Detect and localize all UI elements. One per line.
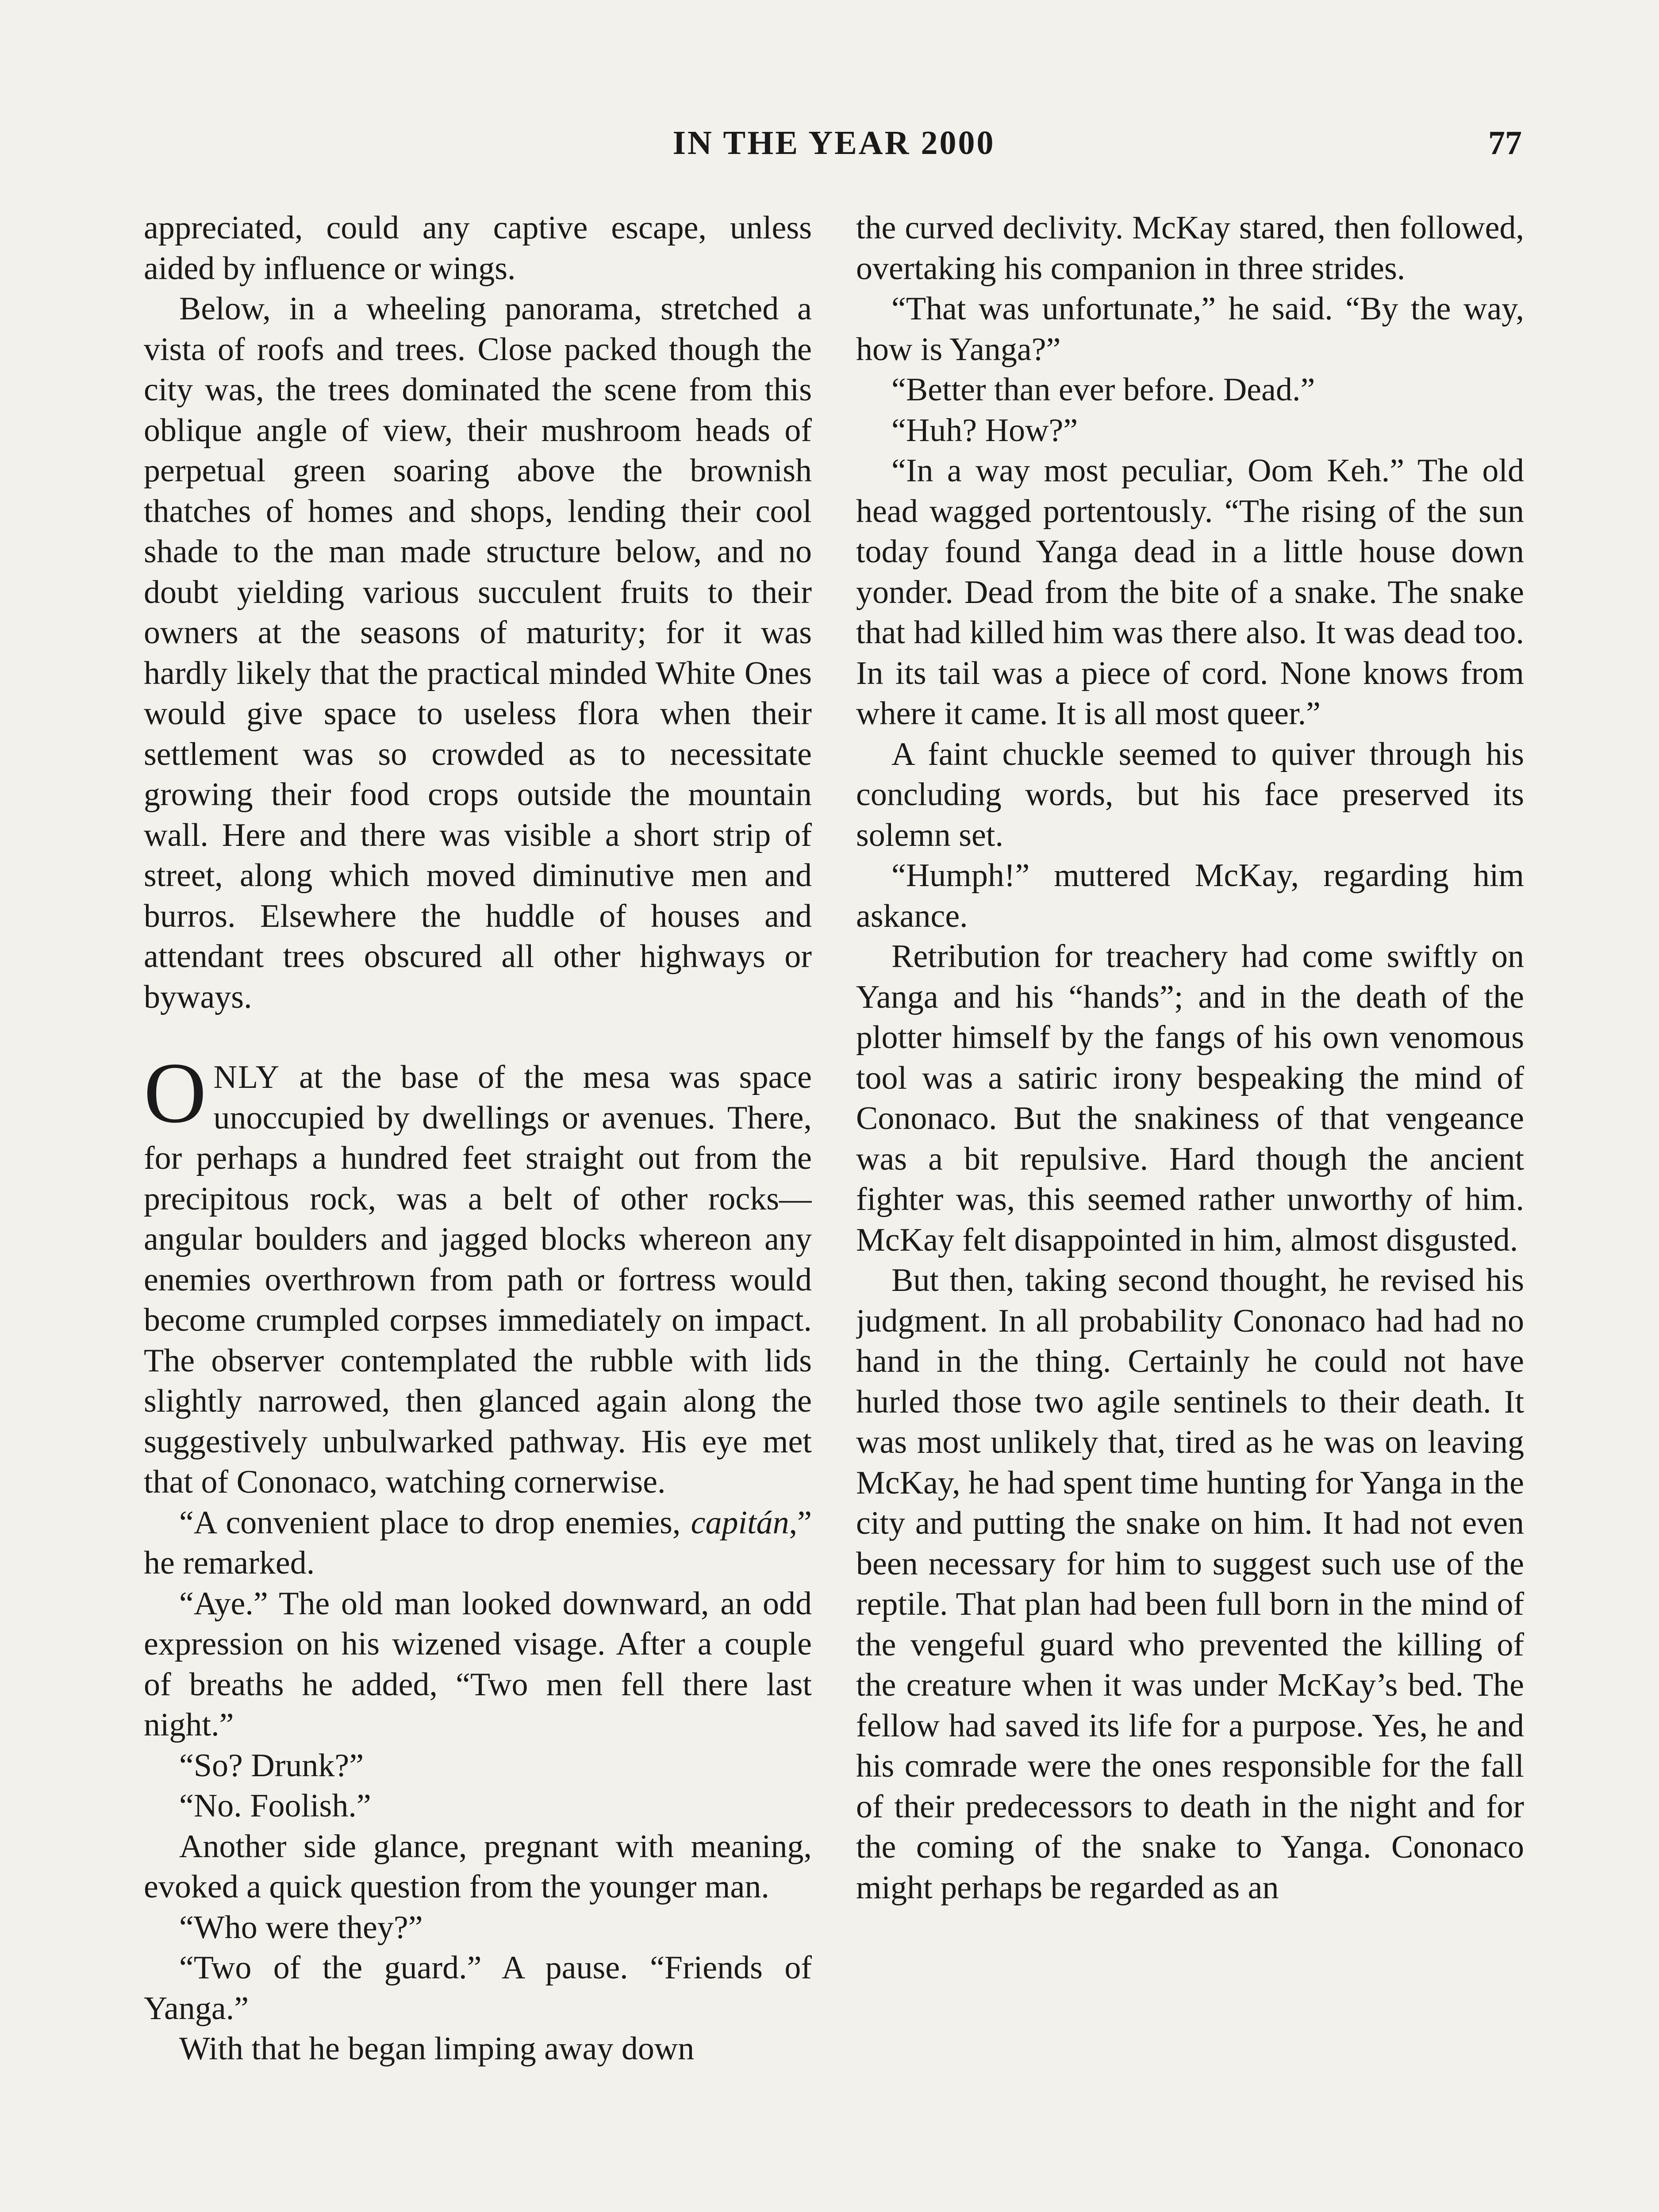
paragraph (144, 1503, 812, 1584)
page-header (146, 124, 1522, 173)
paragraph: A faint chuckle seemed to quiver through his concluding words, but his face preserved its solemn set. (856, 736, 1524, 853)
paragraph: “Aye.” The old man looked downward, an odd expression on his wizened visage. After a couple of breaths he added, “Two men fell there last night.” (144, 1585, 812, 1743)
section-opening-paragraph (144, 1045, 812, 1503)
running-title: IN THE YEAR 2000 (672, 124, 995, 161)
paragraph: appreciated, could any captive escape, unless aided by influence or wings. (144, 210, 812, 287)
right-column (856, 208, 1524, 2212)
paragraph: “So? Drunk?” (179, 1747, 364, 1784)
paragraph: “No. Foolish.” (179, 1788, 371, 1824)
paragraph-text: ,” he remarked. (144, 1504, 812, 1581)
paragraph: “Who were they?” (179, 1909, 423, 1946)
paragraph: the curved declivity. McKay stared, then followed, overtaking his companion in three strides. (856, 210, 1524, 287)
paragraph: But then, taking second thought, he revised his judgment. In all probability Cononaco had had no hand in the thing. Certainly he could not have hurled those two agile sentinels to their death. It was most unlikely that, tired as he was on leaving McKay, he had spent time hunting for Yanga in the city and putting the snake on him. It had not even been necessary for him to suggest such use of the reptile. That plan had been full born in the mind of the vengeful guard who prevented the killing of the creature when it was under McKay’s bed. The fellow had saved its life for a purpose. Yes, he and his comrade were the ones responsible for the fall of their predecessors to death in the night and for the coming of the snake to Yanga. Cononaco might perhaps be regarded as an (856, 1262, 1524, 1906)
paragraph: “Better than ever before. Dead.” (891, 372, 1315, 408)
italic-word: capitán (691, 1504, 789, 1541)
paragraph: “Two of the guard.” A pause. “Friends of Yanga.” (144, 1950, 812, 2027)
paragraph: “Huh? How?” (891, 412, 1078, 449)
paragraph: Retribution for treachery had come swiftly on Yanga and his “hands”; and in the death of the plotter himself by the fangs of his own venomous tool was a satiric irony bespeaking the mind of Cononaco. But the snakiness of that vengeance was a bit repulsive. Hard though the ancient fighter was, this seemed rather unworthy of him. McKay felt disappointed in him, almost disgusted. (856, 938, 1524, 1258)
page-number: 77 (1488, 124, 1522, 161)
paragraph: “In a way most peculiar, Oom Keh.” The old head wagged portentously. “The rising of the sun today found Yanga dead in a little house down yonder. Dead from the bite of a snake. The snake that had killed him was there also. It was dead too. In its tail was a piece of cord. None knows from where it came. It is all most queer.” (856, 453, 1524, 732)
paragraph: “Humph!” muttered McKay, regarding him askance. (856, 857, 1524, 934)
paragraph: With that he began limping away down (179, 2031, 695, 2067)
paragraph: Below, in a wheeling panorama, stretched a vista of roofs and trees. Close packed though the city was, the trees dominated the scene from this oblique angle of view, their mushroom heads of perpetual green soaring above the brownish thatches of homes and shops, lending their cool shade to the man made structure below, and no doubt yielding various succulent fruits to their owners at the seasons of maturity; for it was hardly likely that the practical minded White Ones would give space to useless flora when their settlement was so crowded as to necessitate growing their food crops outside the mountain wall. Here and there was visible a short strip of street, along which moved diminutive men and burros. Elsewhere the huddle of houses and attendant trees obscured all other highways or byways. (144, 291, 812, 1015)
left-column (144, 208, 812, 2212)
lead-in: NLY (213, 1059, 280, 1095)
paragraph: Another side glance, pregnant with meaning, evoked a quick question from the younger man. (144, 1828, 812, 1905)
paragraph-text: at the base of the mesa was space unoccupied by dwellings or avenues. There, for perhaps a hundred feet straight out from the precipitous rock, was a belt of other rocks—angular boulders and jagged blocks whereon any enemies overthrown from path or fortress would become crumpled corpses immediately on impact. The observer contemplated the rubble with lids slightly narrowed, then glanced again along the suggestively unbulwarked pathway. His eye met that of Cononaco, watching cornerwise. (144, 1059, 812, 1500)
drop-cap: O (144, 1045, 207, 1141)
paragraph: “That was unfortunate,” he said. “By the way, how is Yanga?” (856, 291, 1524, 368)
paragraph-text: “A convenient place to drop enemies, (179, 1504, 691, 1541)
